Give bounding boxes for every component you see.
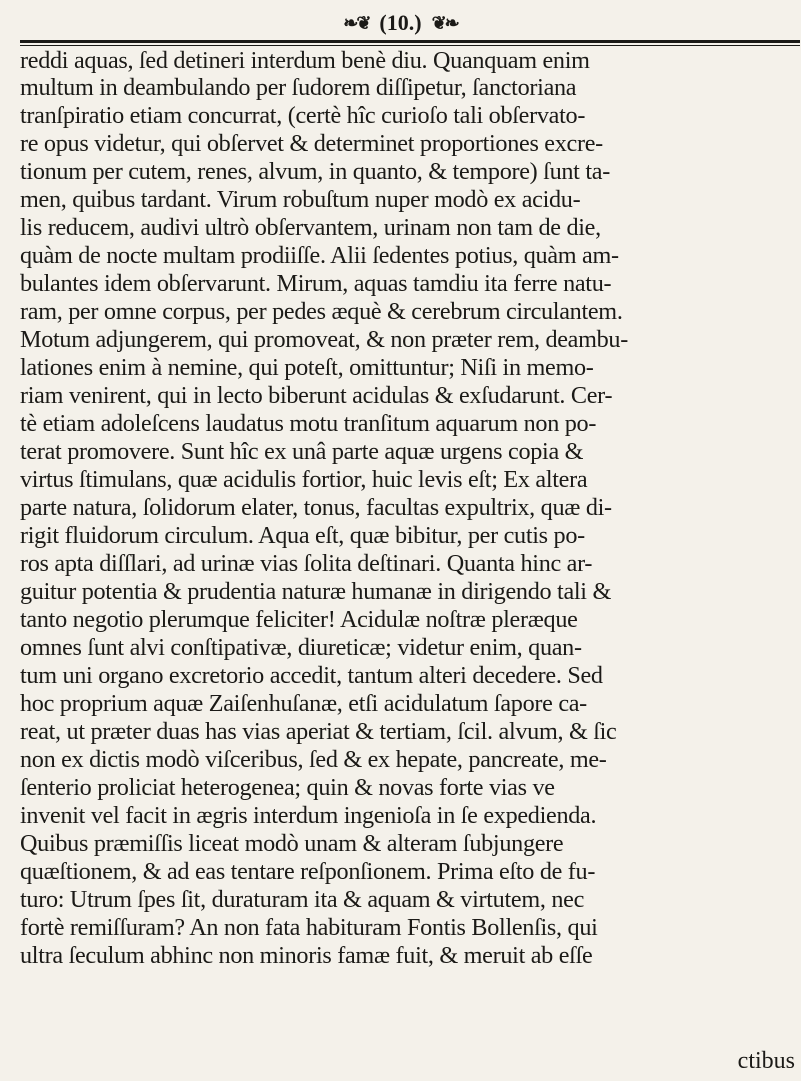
ornament-left: ❧❦ xyxy=(343,12,370,33)
text-line: quàm de nocte multam prodiiſſe. Alii ſedentes potius, quàm am- xyxy=(20,242,619,269)
page-header xyxy=(0,6,801,40)
text-line: tionum per cutem, renes, alvum, in quanto, & tempore) ſunt ta- xyxy=(20,158,610,185)
text-line: fortè remiſſuram? An non fata habituram Fontis Bollenſis, qui xyxy=(20,914,598,941)
ornament-right: ❦❧ xyxy=(431,12,458,33)
text-line: tranſpiratio etiam concurrat, (certè hîc curioſo tali obſervato- xyxy=(20,102,586,129)
text-line: ros apta diſſlari, ad urinæ vias ſolita deſtinari. Quanta hinc ar- xyxy=(20,550,593,577)
text-line: hoc proprium aquæ Zaiſenhuſanæ, etſi acidulatum ſapore ca- xyxy=(20,690,587,717)
text-line: quæſtionem, & ad eas tentare reſponſionem. Prima eſto de fu- xyxy=(20,858,596,885)
text-line: non ex dictis modò viſceribus, ſed & ex hepate, pancreate, me- xyxy=(20,746,607,773)
body-text xyxy=(20,47,798,970)
text-line: rigit fluidorum circulum. Aqua eſt, quæ bibitur, per cutis po- xyxy=(20,522,585,549)
text-line: invenit vel facit in ægris interdum ingenioſa in ſe expedienda. xyxy=(20,802,597,829)
text-line: riam venirent, qui in lecto biberunt acidulas & exſudarunt. Cer- xyxy=(20,382,613,409)
text-line: Quibus præmiſſis liceat modò unam & alteram ſubjungere xyxy=(20,830,564,857)
text-line: tanto negotio plerumque feliciter! Acidulæ noſtræ pleræque xyxy=(20,606,578,633)
text-line: terat promovere. Sunt hîc ex unâ parte aquæ urgens copia & xyxy=(20,438,584,465)
text-line: ſenterio proliciat heterogenea; quin & novas forte vias ve xyxy=(20,774,555,801)
header-rule-thin xyxy=(20,45,800,46)
text-line: bulantes idem obſervarunt. Mirum, aquas tamdiu ita ferre natu- xyxy=(20,270,612,297)
text-line: reddi aquas, ſed detineri interdum benè diu. Quanquam enim xyxy=(20,47,590,74)
page-number: (10.) xyxy=(379,10,422,35)
text-line: men, quibus tardant. Virum robuſtum nuper modò ex acidu- xyxy=(20,186,581,213)
text-line: omnes ſunt alvi conſtipativæ, diureticæ; videtur enim, quan- xyxy=(20,634,582,661)
text-line: Motum adjungerem, qui promoveat, & non præter rem, deambu- xyxy=(20,326,628,353)
text-line: virtus ſtimulans, quæ acidulis fortior, huic levis eſt; Ex altera xyxy=(20,466,588,493)
header-rule xyxy=(20,40,800,43)
text-line: ram, per omne corpus, per pedes æquè & cerebrum circulantem. xyxy=(20,298,623,325)
text-line: lationes enim à nemine, qui poteſt, omittuntur; Niſi in memo- xyxy=(20,354,594,381)
text-line: tè etiam adoleſcens laudatus motu tranſitum aquarum non po- xyxy=(20,410,597,437)
text-line: re opus videtur, qui obſervet & determinet proportiones excre- xyxy=(20,130,603,157)
text-line: reat, ut præter duas has vias aperiat & tertiam, ſcil. alvum, & ſic xyxy=(20,718,617,745)
text-line: multum in deambulando per ſudorem diſſipetur, ſanctoriana xyxy=(20,74,577,101)
text-line: turo: Utrum ſpes ſit, duraturam ita & aquam & virtutem, nec xyxy=(20,886,585,913)
text-line: tum uni organo excretorio accedit, tantum alteri decedere. Sed xyxy=(20,662,603,689)
catchword: ctibus xyxy=(737,1048,795,1074)
text-line: ultra ſeculum abhinc non minoris famæ fuit, & meruit ab eſſe xyxy=(20,942,593,969)
text-line: guitur potentia & prudentia naturæ humanæ in dirigendo tali & xyxy=(20,578,611,605)
text-line: parte natura, ſolidorum elater, tonus, facultas expultrix, quæ di- xyxy=(20,494,612,521)
text-line: lis reducem, audivi ultrò obſervantem, urinam non tam de die, xyxy=(20,214,601,241)
